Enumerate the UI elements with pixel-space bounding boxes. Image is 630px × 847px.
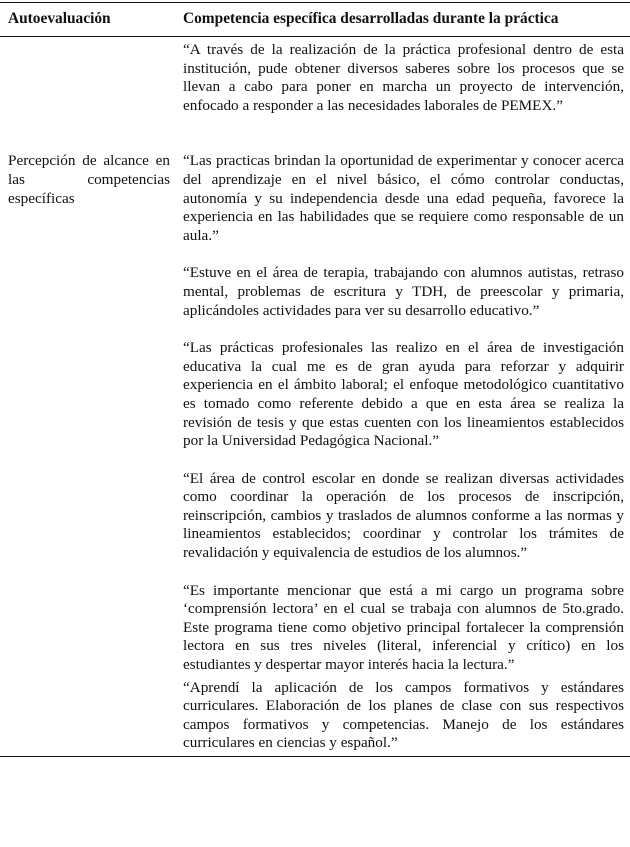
table-row: [0, 582, 630, 679]
quote-text: “A través de la realización de la práctica profesional dentro de esta institución, pude obtener diversos saberes sobre los procesos que se llevan a cabo para poner en marcha un proyecto de intervención, enfocado a responder a las necesidades laborales de PEMEX.”: [183, 41, 624, 114]
quote-text: “Las practicas brindan la oportunidad de experimentar y conocer acerca del aprendizaje en el nivel básico, el cómo controlar conductas, autonomía y su independencia desde una edad pequeña, favorece la experiencia en las habilidades que se requiere como responsable de un aula.”: [183, 152, 624, 244]
quote-cell: [176, 264, 630, 339]
header-autoevaluacion: Autoevaluación: [0, 3, 176, 37]
table-header-row: [0, 3, 630, 37]
table-row: [0, 679, 630, 757]
quote-cell: [176, 37, 630, 153]
label-cell-empty: [0, 37, 176, 153]
quote-text: “Estuve en el área de terapia, trabajando con alumnos autistas, retraso mental, problemas de escritura y TDH, de preescolar y primaria, aplicándoles actividades para ver su desarrollo educativo.”: [183, 264, 624, 319]
table-row: [0, 152, 630, 264]
quote-text: “Aprendí la aplicación de los campos formativos y estándares curriculares. Elaboración de los planes de clase con sus respectivos campos formativos y competencias. Manejo de los estándares curriculares en ciencias y español.”: [183, 678, 624, 752]
quote-text: “Las prácticas profesionales las realizo en el área de investigación educativa la cual me es de gran ayuda para reforzar y adquirir experiencia en el ámbito laboral; el enfoque metodológico cuantitativo es tomado como referente debido a que en esta área se realiza la revisión de tesis y que estas cuenten con los lineamientos establecidos por la Universidad Pedagógica Nacional.”: [183, 339, 624, 450]
label-cell-empty: [0, 679, 176, 757]
table-row: [0, 37, 630, 153]
table-row: [0, 339, 630, 470]
quote-text: “El área de control escolar en donde se realizan diversas actividades como coordinar la operación de los procesos de inscripción, reinscripción, cambios y traslados de alumnos conforme a las normas y lineamientos establecidos; coordinar y controlar los trámites de revalidación y equivalencia de estudios de los alumnos.”: [183, 469, 624, 562]
quote-cell: [176, 679, 630, 757]
competencies-table: [0, 2, 630, 757]
label-cell-empty: [0, 339, 176, 470]
label-cell-empty: [0, 582, 176, 679]
quote-text: “Es importante mencionar que está a mi cargo un programa sobre ‘comprensión lectora’ en el cual se trabaja con alumnos de 5to.grado. Este programa tiene como objetivo principal fortalecer la comprensión lectora en sus tres niveles (literal, inferencial y crítico) en los estudiantes y despertar mayor interés hacia la lectura.”: [183, 581, 624, 674]
table-row: [0, 264, 630, 339]
header-competencia: Competencia específica desarrolladas durante la práctica: [176, 3, 630, 37]
quote-cell: [176, 582, 630, 679]
quote-cell: [176, 152, 630, 264]
quote-cell: [176, 470, 630, 582]
table-row: [0, 470, 630, 582]
label-cell-empty: [0, 470, 176, 582]
quote-cell: [176, 339, 630, 470]
label-cell-empty: [0, 264, 176, 339]
row-label: Percepción de alcance en las competencias específicas: [8, 152, 170, 207]
